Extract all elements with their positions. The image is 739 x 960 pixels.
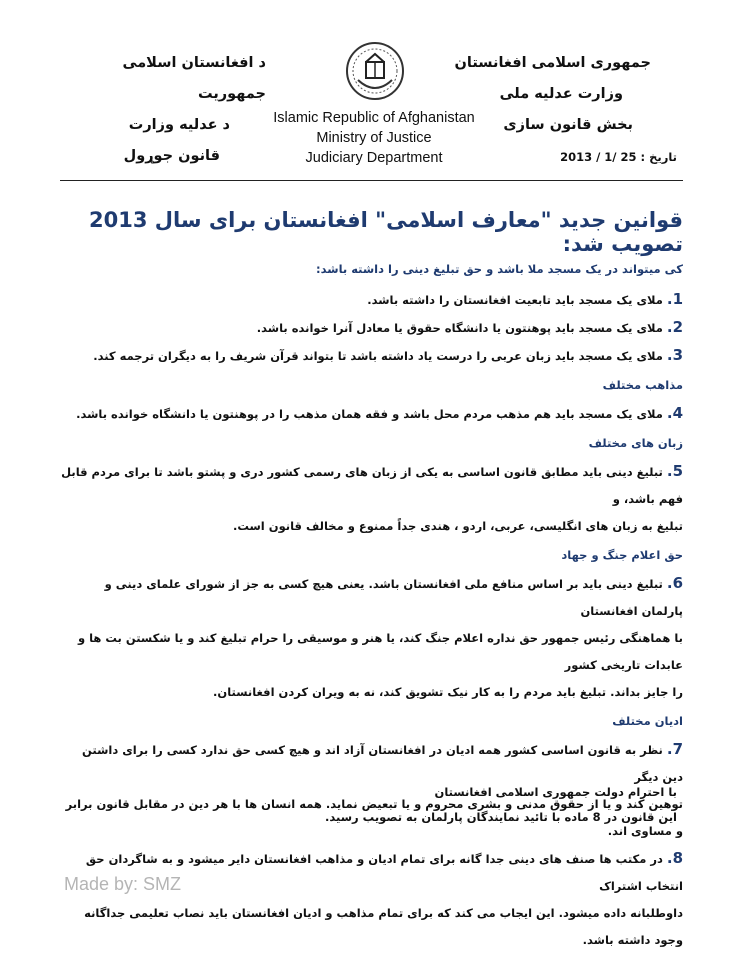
afghanistan-emblem-icon — [344, 40, 406, 102]
section-heading-jihad: حق اعلام جنگ و جهاد — [561, 548, 683, 562]
document-body — [60, 208, 683, 954]
watermark-text: Made by: SMZ — [64, 874, 182, 894]
item-number: 1. — [666, 290, 683, 308]
header-divider — [60, 180, 683, 181]
law-item-1 — [60, 286, 683, 314]
document-title: قوانین جدید "معارف اسلامی" افغانستان برای سال 2013 تصویب شد: — [88, 208, 683, 256]
footer-regards: با احترام دولت جمهوری اسلامی افغانستان — [434, 785, 677, 799]
law-item-2 — [60, 314, 683, 342]
item-text: ملای یک مسجد باید هم مذهب مردم محل باشد و فقه همان مذهب را در پوهنتون یا دانشگاه خوانده باشد. — [76, 407, 663, 421]
header-left-line-1: د افغانستان اسلامی جمهوریت — [122, 55, 266, 102]
header-right-line-3: بخش قانون سازی — [503, 117, 633, 133]
header-left-block — [86, 48, 266, 172]
section-heading-languages: زبان های مختلف — [588, 436, 683, 450]
item-text: تبلیغ دینی باید مطابق قانون اساسی به یکی از زبان های رسمی کشور دری و پشتو باشد تا برای مردم قابل فهم باشد، و — [61, 465, 683, 506]
header-left-line-3: قانون جوړول — [123, 148, 220, 164]
item-text: در مکتب ها صنف های دینی جدا گانه برای تمام ادیان و مذاهب افغانستان دایر میشود و به شاگردان حق انتخاب اشتراک — [85, 852, 683, 893]
header-right-line-1: جمهوری اسلامی افغانستان — [454, 55, 651, 71]
section-heading-religions: ادیان مختلف — [612, 714, 683, 728]
header-center-block — [256, 108, 492, 168]
item-number: 6. — [666, 574, 683, 592]
footer-approval-note: این قانون در 8 ماده با تائید نمایندگان پارلمان به تصویب رسید. — [325, 810, 677, 824]
header-left-line-2: د عدلیه وزارت — [128, 117, 230, 133]
law-item-6-continued-2: را جایز بداند. تبلیغ باید مردم را به کار نیک تشویق کند، نه به ویران کردن افغانستان. — [213, 685, 683, 699]
date-label: تاریخ : — [640, 150, 677, 164]
header-center-line-2: Ministry of Justice — [316, 130, 432, 146]
law-item-8-continued: داوطلبانه داده میشود. این ایجاب می کند که برای تمام مذاهب و ادیان افغانستان باید نصاب تعلیمی جداگانه وجود داشته باشد. — [84, 906, 683, 947]
document-date — [560, 150, 677, 164]
law-item-4 — [60, 400, 683, 428]
item-text: ملای یک مسجد باید زبان عربی را درست یاد داشته باشد تا بتواند قرآن شریف را به دیگران ترجمه کند. — [93, 349, 663, 363]
header-center-line-1: Islamic Republic of Afghanistan — [273, 110, 475, 126]
section-heading-sects: مذاهب مختلف — [602, 378, 683, 392]
item-text: نظر به قانون اساسی کشور همه ادیان در افغانستان آزاد اند و هیچ کسی حق ندارد کسی را برای داشتن دین دیگر — [82, 743, 683, 784]
document-footer — [117, 780, 677, 830]
law-item-7-continued: توهین کند و یا از حقوق مدنی و بشری محروم و یا تبعیض نماید. همه انسان ها با هر دین در مقابل قانون برابر و مساوی اند. — [65, 797, 683, 838]
item-text: ملای یک مسجد باید پوهنتون یا دانشگاه حقوق یا معادل آنرا خوانده باشد. — [256, 321, 663, 335]
item-number: 3. — [666, 346, 683, 364]
item-number: 8. — [666, 849, 683, 867]
header-center-line-3: Judiciary Department — [305, 150, 443, 166]
law-item-5-continued: تبلیغ به زبان های انگلیسی، عربی، اردو ، هندی جداً ممنوع و مخالف قانون است. — [232, 519, 683, 533]
law-item-3 — [60, 342, 683, 370]
law-item-6 — [60, 570, 683, 625]
law-item-6-continued-1: با هماهنگی رئیس جمهور حق نداره اعلام جنگ کند، یا هنر و موسیقی را حرام تبلیغ کند و یا شکستن بت ها و عابدات تاریخی کشور — [77, 631, 683, 672]
intro-question: کی میتواند در یک مسجد ملا باشد و حق تبلیغ دینی را داشته باشد: — [316, 262, 683, 276]
item-number: 7. — [666, 740, 683, 758]
date-value: 2013 / 1/ 25 — [560, 150, 637, 164]
item-text: ملای یک مسجد باید تابعیت افغانستان را داشته باشد. — [367, 293, 663, 307]
item-number: 5. — [666, 462, 683, 480]
item-number: 2. — [666, 318, 683, 336]
header-right-line-2: وزارت عدلیه ملی — [499, 86, 623, 102]
item-number: 4. — [666, 404, 683, 422]
law-item-5 — [60, 458, 683, 513]
item-text: تبلیغ دینی باید بر اساس منافع ملی افغانستان باشد. یعنی هیچ کسی به جز از شورای علمای دینی و پارلمان افغانستان — [104, 577, 683, 618]
